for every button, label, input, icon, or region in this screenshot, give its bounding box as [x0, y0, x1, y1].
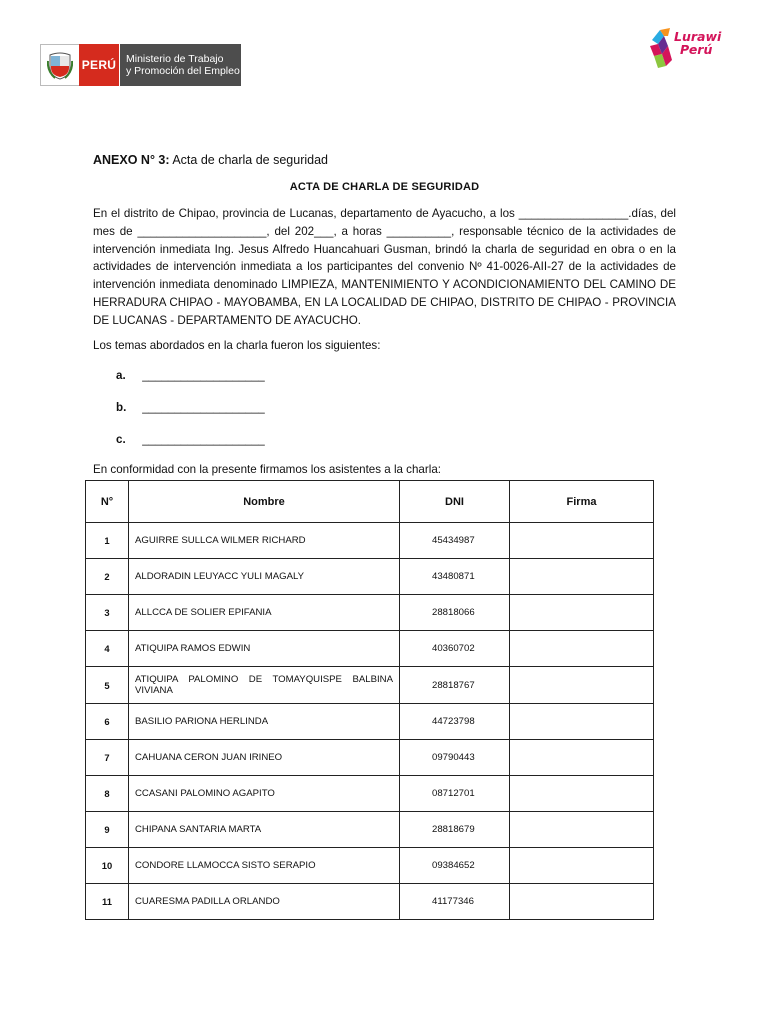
row-num: 1 — [86, 523, 129, 559]
row-name: CCASANI PALOMINO AGAPITO — [129, 776, 400, 812]
row-num: 2 — [86, 559, 129, 595]
topic-item-b — [116, 401, 265, 414]
topic-blank: ___________________ — [142, 401, 265, 414]
row-signature-cell — [510, 884, 654, 920]
row-signature-cell — [510, 740, 654, 776]
government-logo — [40, 44, 241, 86]
row-dni: 40360702 — [400, 631, 510, 667]
row-dni: 28818767 — [400, 667, 510, 704]
row-name: CUARESMA PADILLA ORLANDO — [129, 884, 400, 920]
header-dni: DNI — [400, 481, 510, 523]
topic-letter: a. — [116, 369, 126, 382]
row-dni: 28818679 — [400, 812, 510, 848]
anexo-title: Acta de charla de seguridad — [172, 153, 329, 167]
row-dni: 28818066 — [400, 595, 510, 631]
signature-intro: En conformidad con la presente firmamos los asistentes a la charla: — [93, 463, 441, 476]
row-signature-cell — [510, 704, 654, 740]
row-signature-cell — [510, 776, 654, 812]
table-row — [86, 776, 654, 812]
ministry-line-2: y Promoción del Empleo — [126, 65, 240, 77]
row-signature-cell — [510, 848, 654, 884]
anexo-heading — [93, 153, 328, 167]
row-num: 9 — [86, 812, 129, 848]
table-row — [86, 884, 654, 920]
row-signature-cell — [510, 595, 654, 631]
row-name: ATIQUIPA PALOMINO DE TOMAYQUISPE BALBINA VIVIANA — [129, 667, 400, 704]
row-signature-cell — [510, 523, 654, 559]
table-row — [86, 559, 654, 595]
table-row — [86, 812, 654, 848]
document-title: ACTA DE CHARLA DE SEGURIDAD — [289, 181, 480, 193]
lurawi-peru-logo — [648, 26, 728, 72]
table-row — [86, 667, 654, 704]
table-row — [86, 704, 654, 740]
row-dni: 44723798 — [400, 704, 510, 740]
row-signature-cell — [510, 631, 654, 667]
table-row — [86, 848, 654, 884]
ministry-line-1: Ministerio de Trabajo — [126, 53, 224, 65]
row-dni: 08712701 — [400, 776, 510, 812]
row-dni: 43480871 — [400, 559, 510, 595]
row-signature-cell — [510, 667, 654, 704]
header-name: Nombre — [129, 481, 400, 523]
ministry-label — [119, 44, 241, 86]
row-name: ALLCCA DE SOLIER EPIFANIA — [129, 595, 400, 631]
row-num: 7 — [86, 740, 129, 776]
lurawi-word: Lurawi — [674, 29, 722, 44]
lurawi-wordmark — [674, 30, 721, 56]
attendance-table — [85, 480, 654, 920]
table-row — [86, 740, 654, 776]
row-dni: 09384652 — [400, 848, 510, 884]
row-num: 3 — [86, 595, 129, 631]
row-name: CHIPANA SANTARIA MARTA — [129, 812, 400, 848]
row-name: BASILIO PARIONA HERLINDA — [129, 704, 400, 740]
row-name: AGUIRRE SULLCA WILMER RICHARD — [129, 523, 400, 559]
row-dni: 09790443 — [400, 740, 510, 776]
row-name: ATIQUIPA RAMOS EDWIN — [129, 631, 400, 667]
intro-paragraph: En el distrito de Chipao, provincia de Lucanas, departamento de Ayacucho, a los _________________.días, del mes de ____________________, del 202___, a horas __________, responsable técnico de la actividades de intervención inmediata Ing. Jesus Alfredo Huancahuari Gusman, brindó la charla de seguridad en obra o en la actividades de intervención inmediata a los participantes del convenio Nº 41-0026-AII-27 de la actividades de intervención inmediata denominado LIMPIEZA, MANTENIMIENTO Y ACONDICIONAMIENTO DEL CAMINO DE HERRADURA CHIPAO - MAYOBAMBA, EN LA LOCALIDAD DE CHIPAO, DISTRITO DE CHIPAO - PROVINCIA DE LUCANAS - DEPARTAMENTO DE AYACUCHO. — [93, 207, 676, 327]
coat-of-arms-icon — [40, 44, 79, 86]
table-row — [86, 595, 654, 631]
row-name: CONDORE LLAMOCCA SISTO SERAPIO — [129, 848, 400, 884]
row-name: ALDORADIN LEUYACC YULI MAGALY — [129, 559, 400, 595]
topic-item-a — [116, 369, 265, 382]
row-signature-cell — [510, 812, 654, 848]
header-firma: Firma — [510, 481, 654, 523]
table-row — [86, 631, 654, 667]
anexo-label: ANEXO N° 3: — [93, 153, 170, 167]
row-num: 5 — [86, 667, 129, 704]
table-row — [86, 523, 654, 559]
topic-blank: ___________________ — [142, 433, 265, 446]
topic-blank: ___________________ — [142, 369, 265, 382]
topic-item-c — [116, 433, 265, 446]
row-num: 10 — [86, 848, 129, 884]
topic-letter: c. — [116, 433, 126, 446]
header-num: N° — [86, 481, 129, 523]
topic-letter: b. — [116, 401, 127, 414]
row-dni: 41177346 — [400, 884, 510, 920]
row-name: CAHUANA CERON JUAN IRINEO — [129, 740, 400, 776]
row-dni: 45434987 — [400, 523, 510, 559]
row-num: 8 — [86, 776, 129, 812]
topics-intro: Los temas abordados en la charla fueron los siguientes: — [93, 339, 381, 352]
row-signature-cell — [510, 559, 654, 595]
peru-word: Perú — [680, 42, 713, 57]
row-num: 6 — [86, 704, 129, 740]
row-num: 11 — [86, 884, 129, 920]
peru-label: PERÚ — [79, 44, 119, 86]
row-num: 4 — [86, 631, 129, 667]
table-header-row — [86, 481, 654, 523]
